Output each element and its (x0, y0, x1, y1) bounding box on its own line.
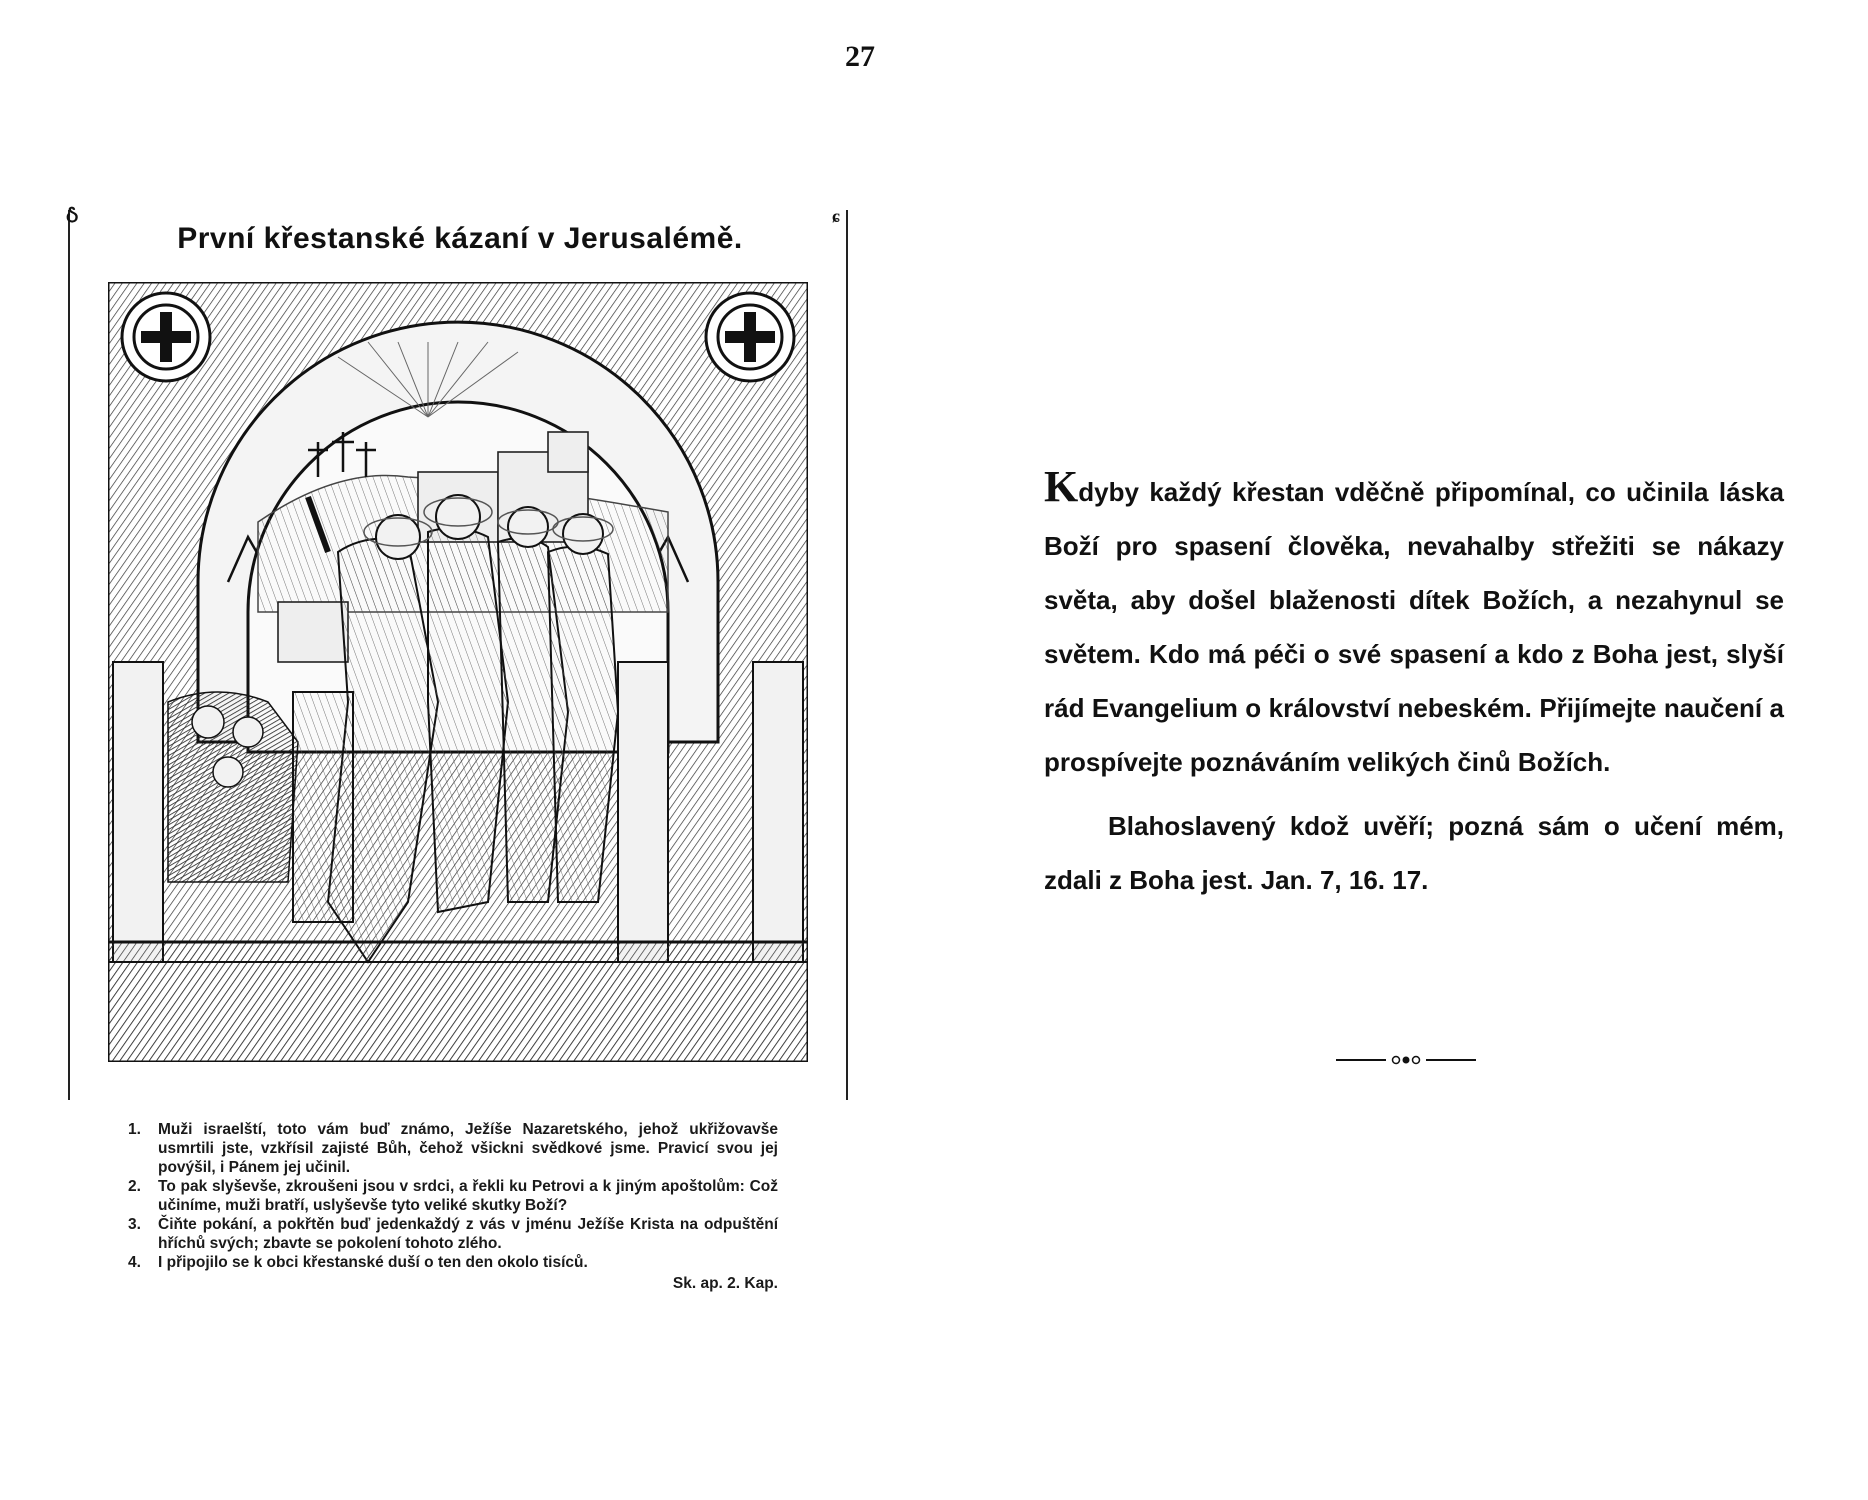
verse-text: I připojilo se k obci křestanské duší o ten den okolo tisíců. (158, 1254, 588, 1271)
verse-item (128, 1120, 778, 1177)
verse-text: Čiňte pokání, a pokřtěn buď jedenkaždý z vás v jménu Ježíše Krista na odpuštění hříchů svých; zbavte se pokolení tohoto zlého. (158, 1216, 778, 1252)
verse-number: 2. (128, 1178, 141, 1195)
paragraph-2: Blahoslavený kdož uvěří; pozná sám o učení mém, zdali z Boha jest. Jan. 7, 16. 17. (1044, 811, 1784, 895)
caption-verse-list (128, 1120, 778, 1293)
verse-number: 4. (128, 1254, 141, 1271)
verse-item (128, 1215, 778, 1253)
ornament-divider (1336, 1050, 1476, 1070)
main-text-block (1044, 462, 1784, 907)
plate-corner-mark-left: Ⴢ (66, 206, 79, 226)
paragraph-1 (1044, 462, 1784, 789)
verse-item (128, 1177, 778, 1215)
caption-reference: Sk. ap. 2. Kap. (672, 1275, 778, 1292)
verse-number: 3. (128, 1216, 141, 1233)
plate-title: První křestanské kázaní v Jerusalémě. (177, 222, 743, 255)
engraving-illustration (108, 282, 808, 1062)
verse-item (128, 1253, 778, 1272)
paragraph-1-text: dyby každý křestan vděčně připomínal, co učinila láska Boží pro spasení člověka, nevahalby střežiti se nákazy světa, aby došel blaženosti dítek Božích, a nezahynul se světem. Kdo má péči o své spasení a kdo z Boha jest, slyší rád Evangelium o království nebeském. Přijímejte naučení a prospívejte poznáváním velikých činů Božích. (1044, 477, 1784, 777)
drop-cap: K (1044, 462, 1079, 511)
verse-text: Muži israelští, toto vám buď známo, Ježíše Nazaretského, jehož ukřižovavše usmrtili jste, vzkřísil zajisté Bůh, čehož všickni svědkové jsme. Pravicí svou jej povýšil, i Pánem jej učinil. (158, 1121, 778, 1176)
plate-corner-mark-right: ɕ (832, 206, 840, 226)
verse-text: To pak slyševše, zkroušeni jsou v srdci, a řekli ku Petrovi a k jiným apoštolům: Což učiníme, muži bratří, uslyševše tyto veliké skutky Boží? (158, 1178, 778, 1214)
page-number: 27 (845, 40, 875, 73)
verse-number: 1. (128, 1121, 141, 1138)
